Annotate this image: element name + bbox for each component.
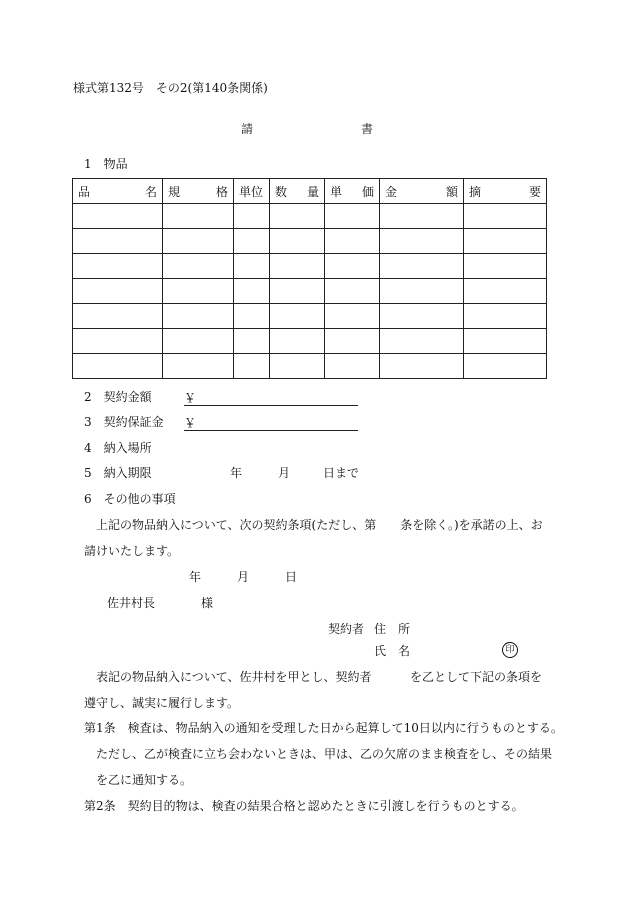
table-cell[interactable] — [234, 204, 270, 229]
contract-amount-field[interactable] — [184, 389, 358, 406]
table-cell[interactable] — [464, 204, 547, 229]
document-title-part2: 書 — [361, 122, 374, 136]
table-cell[interactable] — [325, 279, 380, 304]
table-row — [73, 279, 547, 304]
table-cell[interactable] — [73, 304, 163, 329]
items-table — [72, 178, 547, 379]
table-cell[interactable] — [163, 229, 234, 254]
table-cell[interactable] — [163, 254, 234, 279]
delivery-place-label: 4 納入場所 — [84, 441, 152, 455]
date-year: 年 — [189, 570, 202, 584]
addressee: 佐井村長 — [107, 596, 156, 610]
table-cell[interactable] — [464, 329, 547, 354]
table-cell[interactable] — [73, 254, 163, 279]
table-cell[interactable] — [163, 279, 234, 304]
body-text-line1: 上記の物品納入について、次の契約条項(ただし、第 条を除く。)を承諾の上、お — [96, 518, 543, 532]
deadline-day: 日まで — [323, 466, 360, 480]
table-cell[interactable] — [73, 354, 163, 379]
header-unit: 単位 — [234, 179, 270, 204]
header-quantity: 数 量 — [270, 179, 325, 204]
article2: 第2条 契約目的物は、検査の結果合格と認めたときに引渡しを行うものとする。 — [84, 799, 524, 813]
table-cell[interactable] — [270, 254, 325, 279]
table-cell[interactable] — [464, 304, 547, 329]
table-cell[interactable] — [380, 229, 464, 254]
table-cell[interactable] — [464, 279, 547, 304]
table-row — [73, 329, 547, 354]
table-cell[interactable] — [325, 204, 380, 229]
table-cell[interactable] — [163, 354, 234, 379]
guarantee-field[interactable] — [184, 414, 358, 431]
article1-line2: ただし、乙が検査に立ち会わないときは、甲は、乙の欠席のまま検査をし、その結果 — [96, 747, 553, 761]
table-cell[interactable] — [380, 354, 464, 379]
table-cell[interactable] — [380, 279, 464, 304]
date-month: 月 — [237, 570, 250, 584]
table-row — [73, 304, 547, 329]
header-amount: 金 額 — [380, 179, 464, 204]
table-cell[interactable] — [234, 329, 270, 354]
yen-symbol: ￥ — [184, 416, 197, 430]
header-item-name: 品 名 — [73, 179, 163, 204]
table-cell[interactable] — [270, 229, 325, 254]
table-cell[interactable] — [325, 329, 380, 354]
other-matters-label: 6 その他の事項 — [84, 492, 176, 506]
table-cell[interactable] — [270, 329, 325, 354]
items-table-header-row — [73, 179, 547, 204]
table-cell[interactable] — [73, 279, 163, 304]
table-row — [73, 204, 547, 229]
table-row — [73, 354, 547, 379]
table-cell[interactable] — [163, 329, 234, 354]
deadline-year: 年 — [230, 466, 243, 480]
name-label: 氏 名 — [374, 644, 411, 658]
body-text-line2: 請けいたします。 — [84, 544, 180, 558]
article1-line3: を乙に通知する。 — [96, 773, 193, 787]
delivery-deadline-label: 5 納入期限 — [84, 466, 152, 480]
table-cell[interactable] — [234, 354, 270, 379]
guarantee-label: 3 契約保証金 — [84, 415, 164, 429]
form-number: 様式第132号 その2(第140条関係) — [73, 81, 268, 95]
table-cell[interactable] — [163, 204, 234, 229]
address-label: 住 所 — [374, 622, 411, 636]
table-cell[interactable] — [73, 229, 163, 254]
table-cell[interactable] — [325, 229, 380, 254]
table-cell[interactable] — [234, 229, 270, 254]
clause-intro-line2: 遵守し、誠実に履行します。 — [84, 696, 240, 710]
table-cell[interactable] — [325, 354, 380, 379]
contract-amount-label: 2 契約金額 — [84, 390, 152, 404]
table-cell[interactable] — [270, 204, 325, 229]
seal-mark: 印 — [502, 642, 518, 658]
table-cell[interactable] — [270, 304, 325, 329]
table-row — [73, 254, 547, 279]
table-cell[interactable] — [234, 304, 270, 329]
article1-line1: 第1条 検査は、物品納入の通知を受理した日から起算して10日以内に行うものとする。 — [84, 721, 563, 735]
table-cell[interactable] — [325, 254, 380, 279]
header-spec: 規 格 — [163, 179, 234, 204]
deadline-month: 月 — [278, 466, 291, 480]
contractor-label: 契約者 — [328, 622, 365, 636]
table-cell[interactable] — [464, 254, 547, 279]
header-remarks: 摘 要 — [464, 179, 547, 204]
document-title-part1: 請 — [241, 122, 254, 136]
table-cell[interactable] — [270, 279, 325, 304]
honorific: 様 — [201, 596, 214, 610]
table-row — [73, 229, 547, 254]
table-cell[interactable] — [380, 329, 464, 354]
table-cell[interactable] — [234, 279, 270, 304]
table-cell[interactable] — [234, 254, 270, 279]
clause-intro-line1b: を乙として下記の条項を — [410, 670, 543, 684]
header-unit-price: 単 価 — [325, 179, 380, 204]
date-day: 日 — [285, 570, 298, 584]
clause-intro-line1: 表記の物品納入について、佐井村を甲とし、契約者 — [96, 670, 372, 684]
table-cell[interactable] — [380, 254, 464, 279]
table-cell[interactable] — [270, 354, 325, 379]
table-cell[interactable] — [380, 204, 464, 229]
table-cell[interactable] — [380, 304, 464, 329]
table-cell[interactable] — [464, 354, 547, 379]
section-items-heading: 1 物品 — [84, 157, 128, 171]
table-cell[interactable] — [325, 304, 380, 329]
table-cell[interactable] — [464, 229, 547, 254]
table-cell[interactable] — [73, 204, 163, 229]
yen-symbol: ￥ — [184, 391, 197, 405]
table-cell[interactable] — [73, 329, 163, 354]
table-cell[interactable] — [163, 304, 234, 329]
